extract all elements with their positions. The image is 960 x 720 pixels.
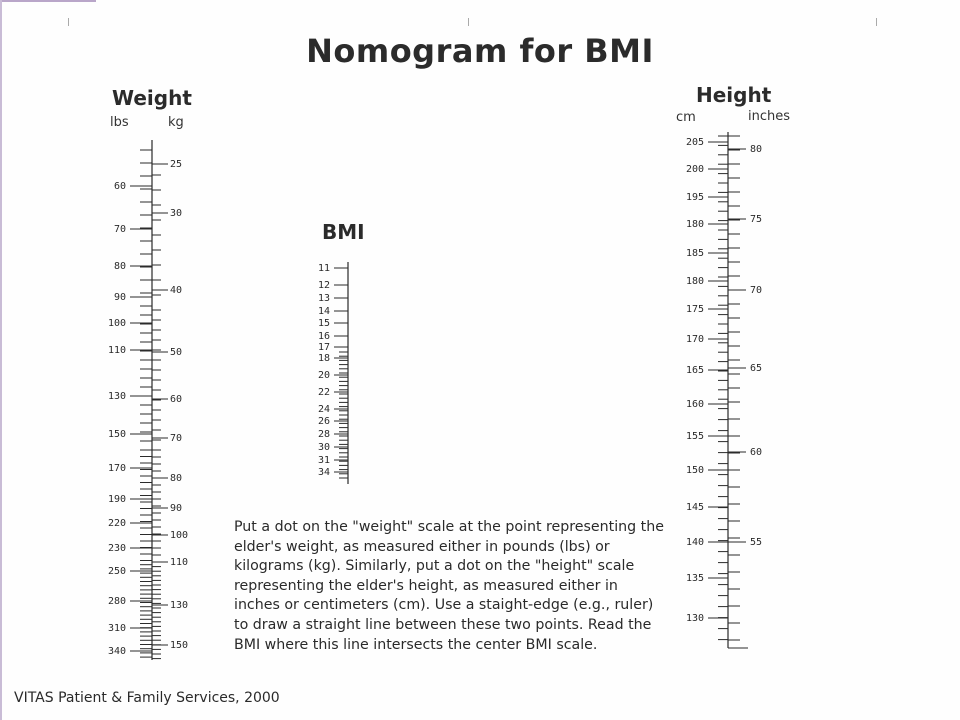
weight-lbs-label: 80 [113,261,126,272]
height-unit-cm: cm [676,110,696,125]
height-cm-label: 165 [685,365,704,376]
weight-kg-label: 150 [170,640,189,651]
weight-kg-label: 130 [170,600,189,611]
weight-unit-lbs: lbs [110,115,129,130]
weight-kg-label: 50 [170,347,183,358]
weight-lbs-label: 310 [107,623,126,634]
weight-lbs-label: 230 [107,543,126,554]
weight-lbs-label: 150 [107,429,126,440]
height-inch-label: 70 [750,285,763,296]
weight-lbs-label: 170 [107,463,126,474]
page-title: Nomogram for BMI [306,32,654,70]
weight-kg-label: 90 [170,503,183,514]
bmi-label: 22 [317,387,330,398]
weight-kg-label: 40 [170,285,183,296]
bmi-label: 34 [317,467,330,478]
height-cm-label: 180 [685,219,704,230]
instructions-text: Put a dot on the "weight" scale at the point representing the elder's weight, as measured either in pounds (lbs) or kilograms (kg). Similarly, put a dot on the "height" scale representing the elder's height, as measured either in inches or centimeters (cm). Use a staight-edge (e.g., ruler) to draw a straight line between these two points. Read the BMI where this line intersects the center BMI scale. [234,519,664,653]
height-cm-label: 140 [685,537,704,548]
bmi-label: 12 [317,280,330,291]
height-cm-label: 160 [685,399,704,410]
height-inch-label: 75 [750,214,763,225]
weight-kg-label: 30 [170,208,183,219]
height-cm-label: 130 [685,613,704,624]
height-inch-label: 60 [750,447,763,458]
weight-lbs-label: 130 [107,391,126,402]
height-cm-label: 155 [685,431,704,442]
weight-kg-label: 110 [170,557,189,568]
bmi-label: 24 [317,404,330,415]
height-inch-label: 65 [750,363,763,374]
weight-lbs-label: 110 [107,345,126,356]
weight-lbs-label: 90 [113,292,126,303]
weight-lbs-label: 280 [107,596,126,607]
bmi-label: 17 [317,342,330,353]
height-cm-label: 175 [685,304,704,315]
bmi-label: 26 [317,416,330,427]
weight-unit-kg: kg [168,115,184,130]
weight-heading: Weight [112,86,192,110]
height-cm-label: 145 [685,502,704,513]
height-cm-label: 200 [685,164,704,175]
height-heading: Height [696,83,772,107]
height-inch-label: 55 [750,537,763,548]
weight-kg-label: 70 [170,433,183,444]
weight-lbs-label: 340 [107,646,126,657]
bmi-label: 18 [317,353,330,364]
bmi-label: 11 [317,263,330,274]
bmi-heading: BMI [322,220,365,244]
weight-lbs-label: 70 [113,224,126,235]
height-cm-label: 170 [685,334,704,345]
height-cm-label: 150 [685,465,704,476]
height-inch-label: 80 [750,144,763,155]
height-unit-inches: inches [748,109,791,124]
footer-credit: VITAS Patient & Family Services, 2000 [14,690,280,706]
bmi-label: 13 [317,293,330,304]
bmi-label: 15 [317,318,330,329]
bmi-label: 14 [317,306,330,317]
height-cm-label: 185 [685,248,704,259]
weight-kg-label: 60 [170,394,183,405]
weight-kg-label: 25 [170,159,183,170]
bmi-label: 20 [317,370,330,381]
weight-kg-label: 100 [170,530,189,541]
weight-kg-label: 80 [170,473,183,484]
bmi-label: 31 [317,455,330,466]
weight-lbs-label: 60 [113,181,126,192]
weight-lbs-label: 190 [107,494,126,505]
bmi-label: 28 [317,429,330,440]
bmi-label: 16 [317,331,330,342]
height-cm-label: 180 [685,276,704,287]
height-cm-label: 135 [685,573,704,584]
bmi-label: 30 [317,442,330,453]
height-cm-label: 205 [685,137,704,148]
height-cm-label: 195 [685,192,704,203]
weight-lbs-label: 220 [107,518,126,529]
weight-lbs-label: 250 [107,566,126,577]
weight-lbs-label: 100 [107,318,126,329]
